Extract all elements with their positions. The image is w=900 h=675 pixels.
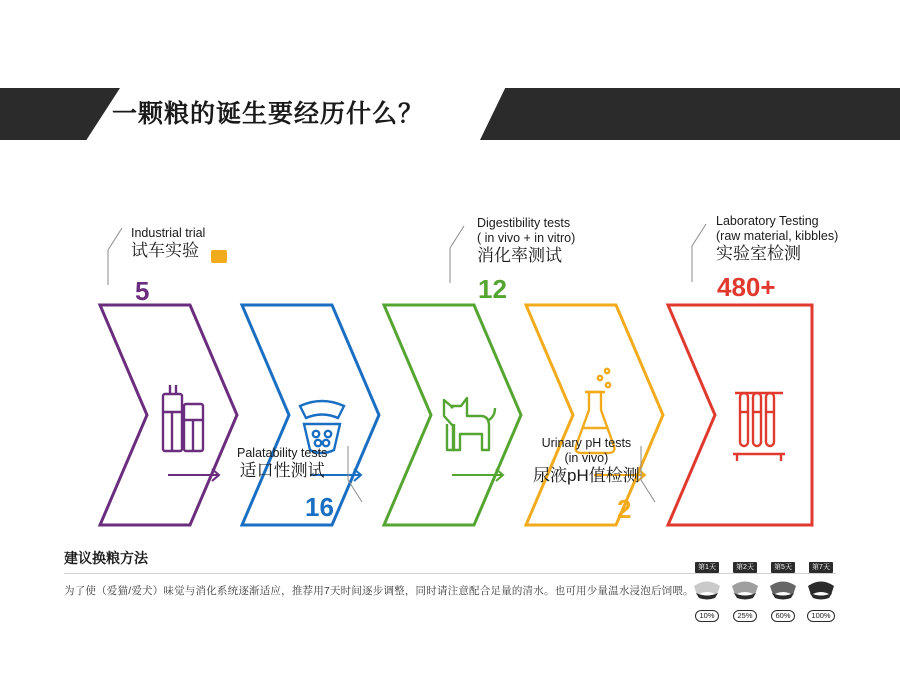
flow-step-urinary-ph-tests[interactable] — [526, 305, 663, 525]
schedule-percent: 25% — [733, 610, 756, 622]
schedule-day-label: 第2天 — [733, 562, 757, 573]
label-urinary-ph-tests-en-line1: Urinary pH tests — [541, 436, 632, 450]
value-digestibility-tests: 12 — [478, 274, 507, 304]
test-tubes-icon — [733, 393, 785, 461]
schedule-item-day7 — [804, 556, 838, 623]
label-digestibility-tests-en-line1: Digestibility tests — [477, 216, 571, 230]
bowl-icon — [690, 574, 724, 600]
label-palatability-tests-cn: 适口性测试 — [239, 461, 325, 480]
label-urinary-ph-tests-cn: 尿液pH值检测 — [533, 466, 640, 485]
value-palatability-tests: 16 — [305, 492, 334, 522]
schedule-percent: 100% — [807, 610, 834, 622]
label-industrial-trial-en: Industrial trial — [131, 226, 206, 240]
label-urinary-ph-tests-en-line2: (in vivo) — [564, 451, 609, 465]
schedule-day-label: 第1天 — [695, 562, 719, 573]
flow-arrow-4 — [452, 469, 503, 481]
label-industrial-trial-cn: 试车实验 — [131, 241, 199, 260]
transition-schedule — [690, 556, 840, 620]
schedule-item-day1 — [690, 556, 724, 623]
schedule-day-label: 第5天 — [771, 562, 795, 573]
label-industrial-trial — [131, 226, 205, 258]
schedule-item-day2 — [728, 556, 762, 623]
bowl-icon — [728, 574, 762, 600]
value-industrial-trial: 5 — [135, 276, 150, 306]
schedule-day-label: 第7天 — [809, 562, 833, 573]
label-urinary-ph-tests — [533, 436, 640, 483]
header-band-left — [0, 88, 120, 140]
flow-step-laboratory-testing[interactable] — [668, 305, 812, 525]
footer-title: 建议换粮方法 — [64, 550, 148, 566]
flow-arrow-1 — [168, 469, 219, 481]
label-laboratory-testing-cn: 实验室检测 — [716, 244, 801, 263]
label-palatability-tests — [237, 446, 327, 478]
note-icon — [211, 250, 227, 263]
flow-step-digestibility-tests[interactable] — [384, 305, 521, 525]
label-digestibility-tests-en-line2: ( in vivo + in vitro) — [477, 231, 576, 245]
schedule-percent: 60% — [771, 610, 794, 622]
label-laboratory-testing-en-line1: Laboratory Testing — [716, 214, 819, 228]
label-palatability-tests-en: Palatability tests — [237, 446, 328, 460]
value-laboratory-testing: 480+ — [717, 272, 776, 302]
label-laboratory-testing — [716, 214, 838, 261]
dog-icon — [444, 398, 495, 450]
label-digestibility-tests-cn: 消化率测试 — [477, 246, 562, 265]
process-flow-diagram — [0, 180, 900, 540]
flow-step-industrial-trial[interactable] — [100, 305, 237, 525]
header-band-right — [480, 88, 900, 140]
value-urinary-ph-tests: 2 — [617, 494, 632, 524]
label-digestibility-tests — [477, 216, 575, 263]
factory-icon — [163, 385, 203, 451]
footer-description: 为了使（爱猫/爱犬）味觉与消化系统逐渐适应，推荐用7天时间逐步调整，同时请注意配合足量的清水。也可用少量温水浸泡后饲喂。 — [64, 585, 694, 597]
page-title: 一颗粮的诞生要经历什么？ — [112, 100, 425, 128]
label-laboratory-testing-en-line2: (raw material, kibbles) — [716, 229, 839, 243]
schedule-item-day5 — [766, 556, 800, 623]
bowl-icon — [804, 574, 838, 600]
schedule-percent: 10% — [695, 610, 718, 622]
bowl-icon — [766, 574, 800, 600]
